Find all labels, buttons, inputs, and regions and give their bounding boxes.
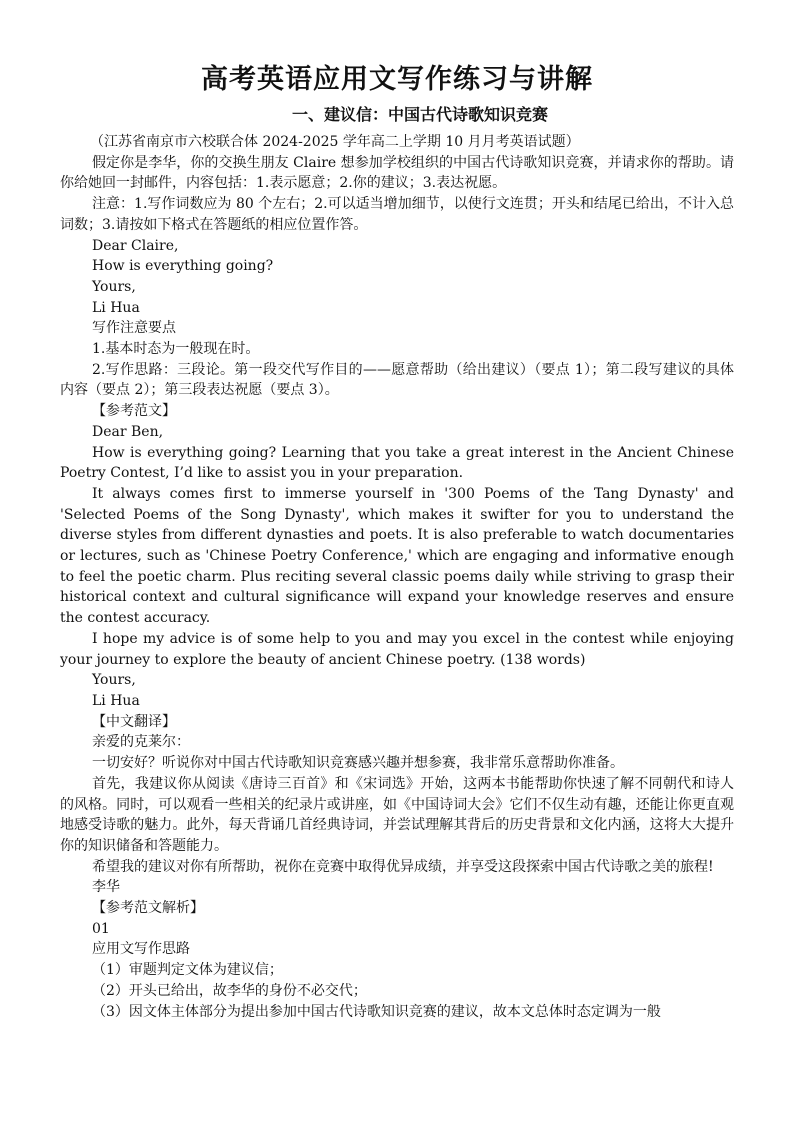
analysis-item-2: （2）开头已给出，故李华的身份不必交代； [92, 982, 367, 999]
prompt-paragraph: 假定你是李华，你的交换生朋友 Claire 想参加学校组织的中国古代诗歌知识竞赛，并请求你的帮助。请你给她回一封邮件，内容包括：1.表示愿意；2.你的建议；3.表达祝愿。 [60, 154, 734, 192]
sample-heading: 【参考范文】 [92, 403, 176, 420]
sample-paragraph-2: It always comes first to immerse yourself in '300 Poems of the Tang Dynasty' and 'Selected Poems of the Song Dynasty', which makes it swifter for you to understand the diverse styles from different dynasties and poets. It is also preferable to watch documentaries or lectures, such as 'Chinese Poetry Conference,' which are engaging and informative enough to feel the poetic charm. Plus reciting several classic poems daily while striving to grasp their historical context and cultural significance will expand your knowledge reserves and ensure the contest accuracy. [60, 485, 734, 627]
key-points-heading: 写作注意要点 [92, 320, 176, 337]
translation-signature: 李华 [92, 879, 120, 896]
sample-paragraph-3: I hope my advice is of some help to you and may you excel in the contest while enjoying your journey to explore the beauty of ancient Chinese poetry. (138 words) [60, 630, 734, 668]
notes-paragraph: 注意：1.写作词数应为 80 个左右；2.可以适当增加细节，以使行文连贯；开头和结尾已给出，不计入总词数；3.请按如下格式在答题纸的相应位置作答。 [60, 196, 734, 233]
analysis-item-3: （3）因文体主体部分为提出参加中国古代诗歌知识竞赛的建议，故本文总体时态定调为一般 [92, 1003, 661, 1020]
page-title: 高考英语应用文写作练习与讲解 [201, 64, 593, 95]
sample-closing: Yours, [92, 672, 136, 689]
analysis-item-1: （1）审题判定文体为建议信； [92, 962, 283, 979]
source-line: （江苏省南京市六校联合体 2024-2025 学年高二上学期 10 月月考英语试题） [90, 134, 580, 150]
analysis-number: 01 [92, 920, 110, 937]
sample-salutation: Dear Ben, [92, 423, 164, 440]
translation-heading: 【中文翻译】 [92, 713, 176, 730]
template-salutation: Dear Claire, [92, 237, 179, 254]
key-point-2: 2.写作思路：三段论。第一段交代写作目的——愿意帮助（给出建议）（要点 1）；第二段写建议的具体内容（要点 2）；第三段表达祝愿（要点 3）。 [60, 361, 734, 399]
translation-paragraph-3: 希望我的建议对你有所帮助，祝你在竞赛中取得优异成绩，并享受这段探索中国古代诗歌之美的旅程! [92, 858, 714, 875]
sample-paragraph-1: How is everything going? Learning that you take a great interest in the Ancient Chinese Poetry Contest, I’d like to assist you in your preparation. [60, 444, 734, 482]
translation-paragraph-1: 一切安好？听说你对中国古代诗歌知识竞赛感兴趣并想参赛，我非常乐意帮助你准备。 [92, 755, 624, 772]
template-closing: Yours, [92, 278, 136, 295]
translation-salutation: 亲爱的克莱尔： [92, 734, 190, 751]
sample-signature: Li Hua [92, 692, 140, 709]
template-opening: How is everything going? [92, 258, 274, 275]
translation-paragraph-2: 首先，我建议你从阅读《唐诗三百首》和《宋词选》开始，这两本书能帮助你快速了解不同朝代和诗人的风格。同时，可以观看一些相关的纪录片或讲座，如《中国诗词大会》它们不仅生动有趣，还能让你更直观地感受诗歌的魅力。此外，每天背诵几首经典诗词，并尝试理解其背后的历史背景和文化内涵，这将大大提升你的知识储备和答题能力。 [60, 775, 734, 854]
template-signature: Li Hua [92, 299, 140, 316]
document-page [60, 0, 734, 1022]
analysis-heading: 【参考范文解析】 [92, 900, 204, 917]
key-point-1: 1.基本时态为一般现在时。 [92, 341, 260, 358]
analysis-subheading: 应用文写作思路 [92, 941, 190, 958]
section-title: 一、建议信：中国古代诗歌知识竞赛 [291, 105, 548, 124]
